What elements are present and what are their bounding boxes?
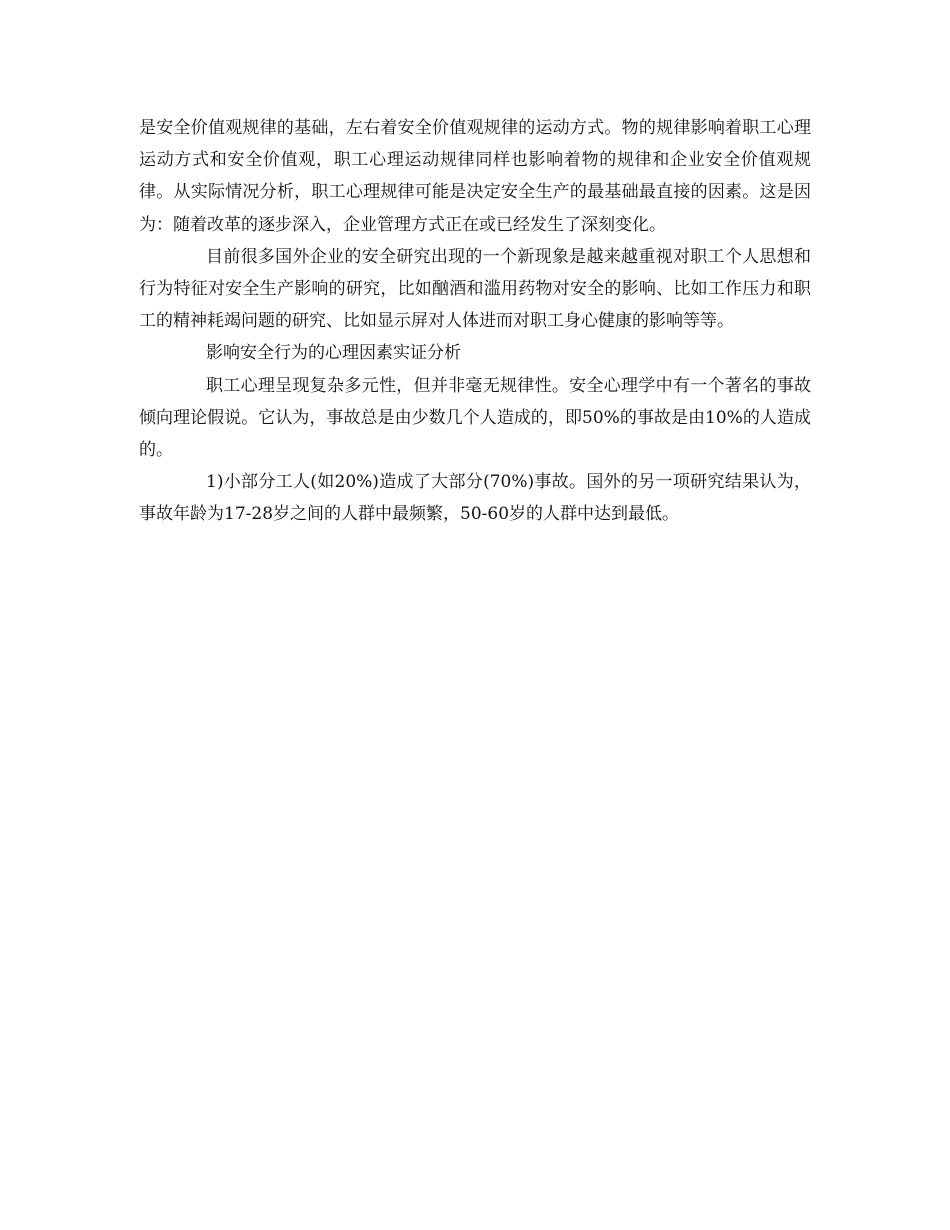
- paragraph-continuation: 是安全价值观规律的基础，左右着安全价值观规律的运动方式。物的规律影响着职工心理运动方式和安全价值观，职工心理运动规律同样也影响着物的规律和企业安全价值观规律。从实际情况分析，职工心理规律可能是决定安全生产的最基础最直接的因素。这是因为：随着改革的逐步深入，企业管理方式正在或已经发生了深刻变化。: [139, 118, 811, 235]
- paragraph-statistics: 1)小部分工人(如20%)造成了大部分(70%)事故。国外的另一项研究结果认为，事故年龄为17-28岁之间的人群中最频繁，50-60岁的人群中达到最低。: [139, 472, 811, 525]
- paragraph-accident-proneness: 职工心理呈现复杂多元性，但并非毫无规律性。安全心理学中有一个著名的事故倾向理论假说。它认为，事故总是由少数几个人造成的，即50%的事故是由10%的人造成的。: [139, 375, 811, 461]
- section-heading: 影响安全行为的心理因素实证分析: [206, 343, 461, 364]
- document-body: [139, 112, 811, 531]
- paragraph-foreign-research: 目前很多国外企业的安全研究出现的一个新现象是越来越重视对职工个人思想和行为特征对安全生产影响的研究，比如酗酒和滥用药物对安全的影响、比如工作压力和职工的精神耗竭问题的研究、比如显示屏对人体进而对职工身心健康的影响等等。: [139, 246, 811, 332]
